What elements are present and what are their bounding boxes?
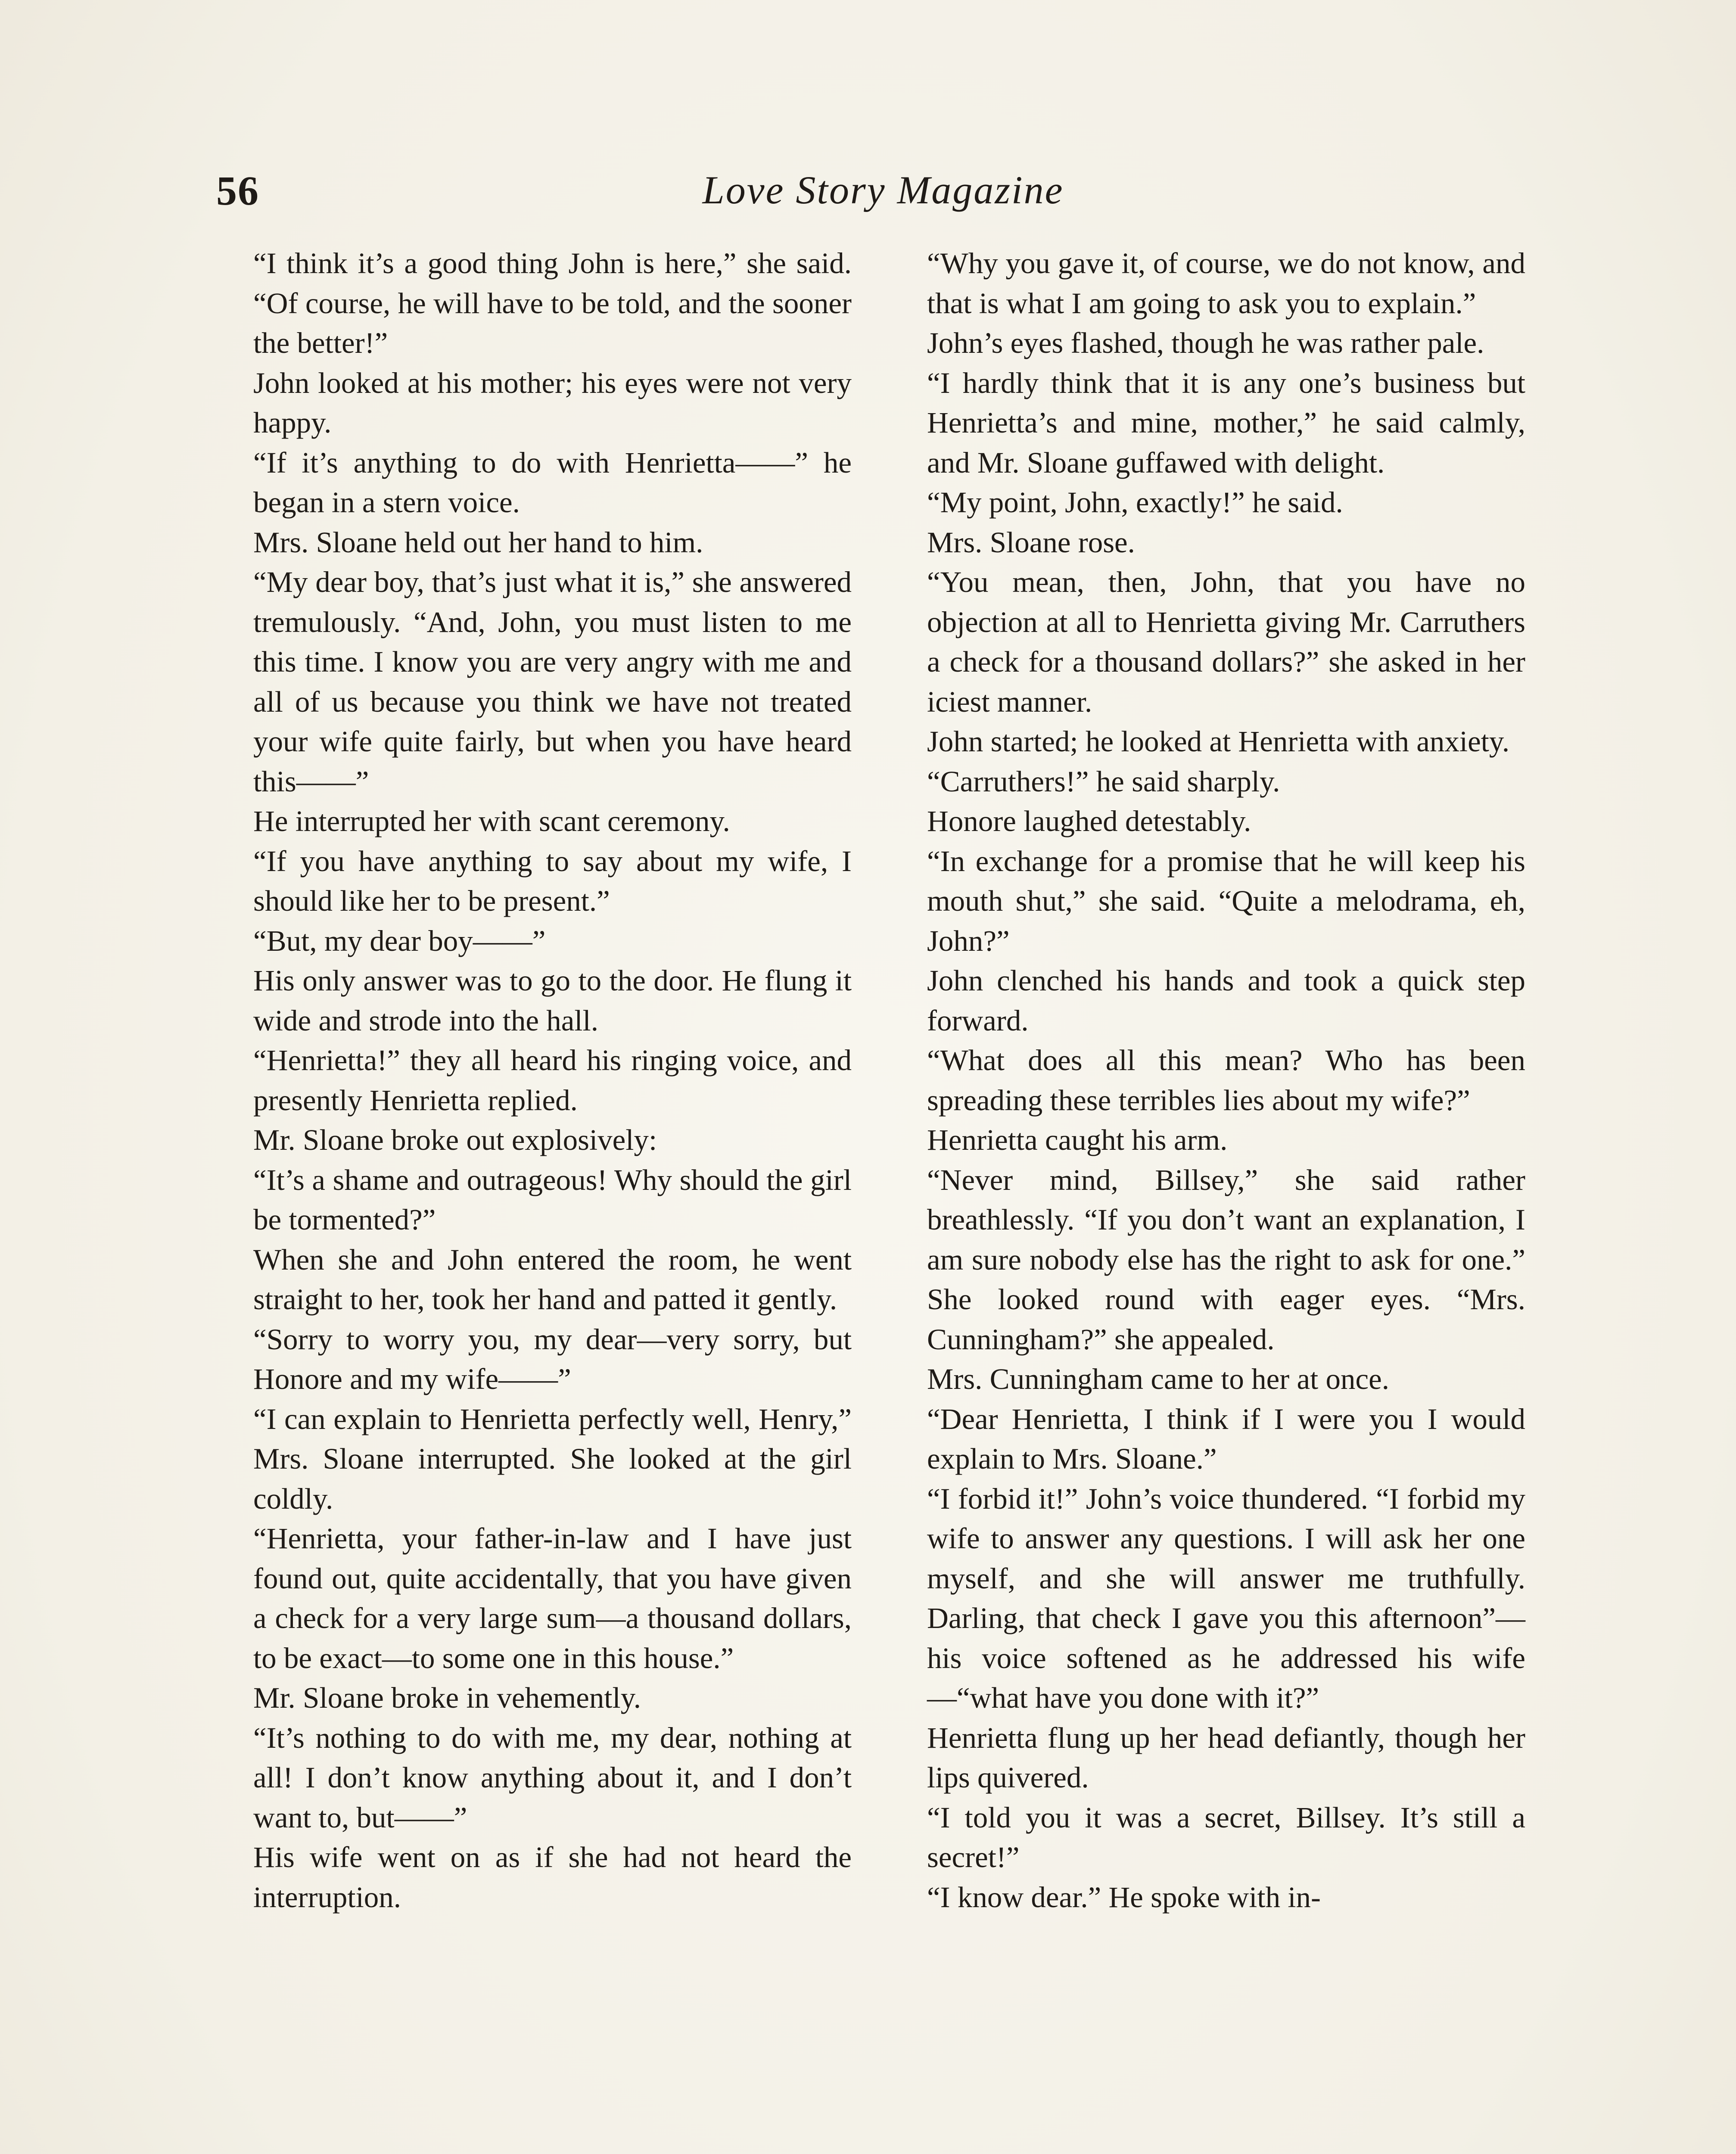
paragraph: His wife went on as if she had not heard the interruption.	[253, 1841, 852, 1914]
paragraph: “Carruthers!” he said sharply.	[927, 765, 1280, 798]
paragraph: “But, my dear boy——”	[253, 924, 546, 957]
paragraph: “I hardly think that it is any one’s business but Henrietta’s and mine, mother,” he said calmly, and Mr. Sloane guffawed with delight.	[927, 366, 1525, 479]
paragraph: “Why you gave it, of course, we do not know, and that is what I am going to ask you to explain.”	[927, 247, 1525, 320]
paragraph: “You mean, then, John, that you have no objection at all to Henrietta giving Mr. Carruthers a check for a thousand dollars?” she asked in her iciest manner.	[927, 566, 1525, 718]
paragraph: “Sorry to worry you, my dear—very sorry, but Honore and my wife——”	[253, 1323, 852, 1395]
paragraph: Mrs. Cunningham came to her at once.	[927, 1363, 1390, 1395]
left-column	[216, 243, 852, 1917]
paragraph: Henrietta flung up her head defiantly, though her lips quivered.	[927, 1721, 1525, 1794]
paragraph: His only answer was to go to the door. He flung it wide and strode into the hall.	[253, 964, 852, 1037]
paragraph: “Henrietta, your father-in-law and I have just found out, quite accidentally, that you have given a check for a very large sum—a thousand dollars, to be exact—to some one in this house.”	[253, 1522, 852, 1675]
paragraph: “I can explain to Henrietta perfectly well, Henry,” Mrs. Sloane interrupted. She looked at the girl coldly.	[253, 1402, 852, 1515]
paragraph: “Dear Henrietta, I think if I were you I would explain to Mrs. Sloane.”	[927, 1402, 1525, 1475]
paragraph: “It’s a shame and outrageous! Why should the girl be tormented?”	[253, 1163, 852, 1236]
paragraph: John started; he looked at Henrietta with anxiety.	[927, 725, 1510, 758]
paragraph: John clenched his hands and took a quick step forward.	[927, 964, 1525, 1037]
paragraph: “What does all this mean? Who has been spreading these terribles lies about my wife?”	[927, 1044, 1525, 1117]
paragraph: Mr. Sloane broke in vehemently.	[253, 1681, 641, 1714]
paragraph: “Never mind, Billsey,” she said rather breathlessly. “If you don’t want an explanation, I am sure nobody else has the right to ask for one.” She looked round with eager eyes. “Mrs. Cunningham?” she appealed.	[927, 1163, 1525, 1356]
paragraph: “It’s nothing to do with me, my dear, nothing at all! I don’t know anything about it, and I don’t want to, but——”	[253, 1721, 852, 1834]
paragraph: “In exchange for a promise that he will keep his mouth shut,” she said. “Quite a melodrama, eh, John?”	[927, 844, 1525, 957]
paragraph: “I know dear.” He spoke with in-	[927, 1880, 1321, 1914]
paragraph: When she and John entered the room, he went straight to her, took her hand and patted it gently.	[253, 1243, 852, 1316]
paragraph: Mr. Sloane broke out explosively:	[253, 1124, 657, 1156]
right-column	[890, 243, 1525, 1917]
paragraph: He interrupted her with scant ceremony.	[253, 805, 730, 837]
paragraph: Mrs. Sloane rose.	[927, 526, 1135, 559]
paragraph: “If it’s anything to do with Henrietta——” he began in a stern voice.	[253, 446, 852, 519]
paragraph: John’s eyes flashed, though he was rather pale.	[927, 327, 1484, 359]
paragraph: “My dear boy, that’s just what it is,” she answered tremulously. “And, John, you must listen to me this time. I know you are very angry with me and all of us because you think we have not treated your wife quite fairly, but when you have heard this——”	[253, 566, 852, 798]
paragraph: John looked at his mother; his eyes were not very happy.	[253, 366, 852, 439]
paragraph: “If you have anything to say about my wife, I should like her to be present.”	[253, 844, 852, 917]
paragraph: “My point, John, exactly!” he said.	[927, 486, 1343, 519]
paragraph: “I told you it was a secret, Billsey. It’s still a secret!”	[927, 1801, 1525, 1874]
paragraph: Henrietta caught his arm.	[927, 1124, 1228, 1156]
paragraph: “Henrietta!” they all heard his ringing voice, and presently Henrietta replied.	[253, 1044, 852, 1117]
page-number: 56	[216, 168, 259, 214]
paragraph: “I think it’s a good thing John is here,” she said. “Of course, he will have to be told, and the sooner the better!”	[253, 247, 852, 359]
paragraph: “I forbid it!” John’s voice thundered. “I forbid my wife to answer any questions. I will ask her one myself, and she will answer me truthfully. Darling, that check I gave you this afternoon”—his voice softened as he addressed his wife—“what have you done with it?”	[927, 1482, 1525, 1714]
paragraph: Honore laughed detestably.	[927, 805, 1251, 837]
running-title: Love Story Magazine	[702, 168, 1064, 212]
paragraph: Mrs. Sloane held out her hand to him.	[253, 526, 703, 559]
